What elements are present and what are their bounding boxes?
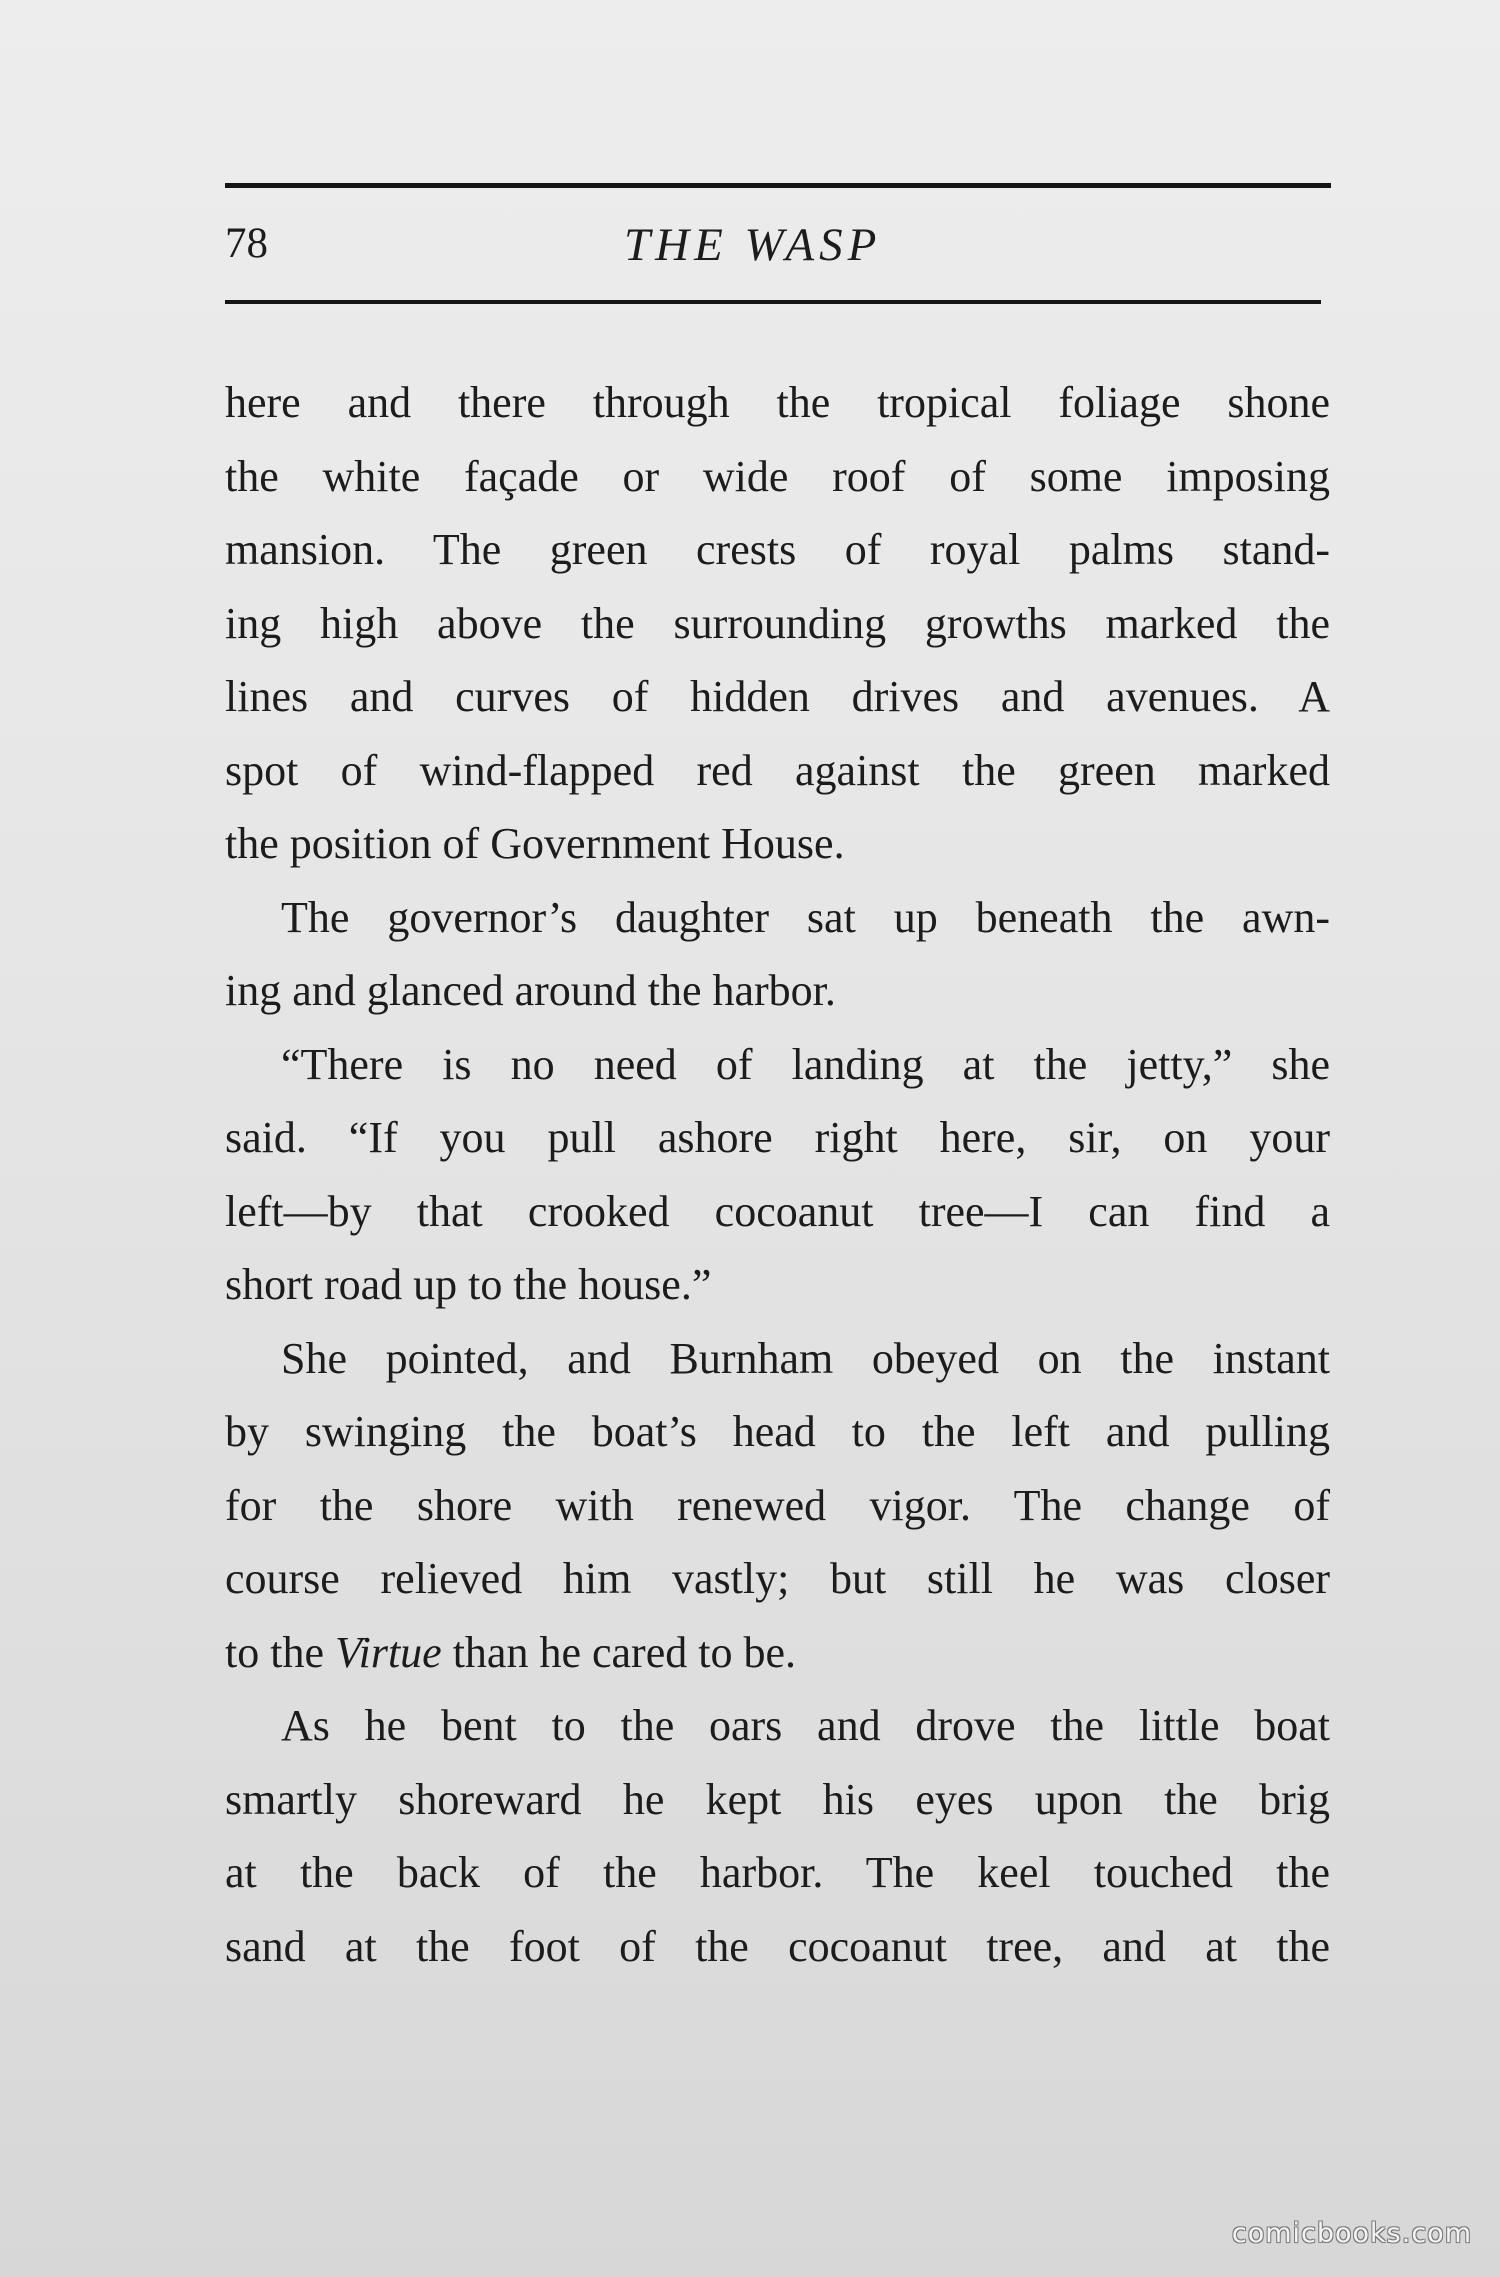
text-line: spot of wind-flapped red against the green marked	[225, 745, 1330, 795]
header-rule-bottom	[225, 300, 1321, 304]
text-line: sand at the foot of the cocoanut tree, and at the	[225, 1921, 1330, 1971]
paragraph	[225, 881, 1330, 1028]
page-number: 78	[225, 220, 268, 267]
text-line: mansion. The green crests of royal palms stand-	[225, 525, 1330, 574]
text-line: course relieved him vastly; but still he was closer	[225, 1554, 1330, 1603]
text-line: “There is no need of landing at the jetty,” she	[281, 1039, 1330, 1089]
ship-name: Virtue	[334, 1627, 442, 1677]
text-line	[225, 1616, 1330, 1690]
paragraph	[225, 366, 1330, 881]
text-fragment: than he cared to be.	[441, 1627, 796, 1677]
watermark: comicbooks.com	[1231, 2218, 1472, 2249]
text-line: She pointed, and Burnham obeyed on the instant	[281, 1333, 1330, 1383]
header-rule-top	[225, 183, 1331, 188]
text-line: The governor’s daughter sat up beneath the awn-	[281, 892, 1330, 942]
text-line: for the shore with renewed vigor. The change of	[225, 1480, 1330, 1530]
text-line: at the back of the harbor. The keel touched the	[225, 1848, 1330, 1897]
text-line: smartly shoreward he kept his eyes upon the brig	[225, 1774, 1330, 1824]
text-line: the white façade or wide roof of some imposing	[225, 451, 1330, 501]
text-line: left—by that crooked cocoanut tree—I can find a	[225, 1186, 1330, 1236]
text-fragment: to the	[225, 1627, 335, 1677]
text-line: the position of Government House.	[225, 819, 845, 868]
text-line: As he bent to the oars and drove the little boat	[281, 1701, 1330, 1750]
text-line: here and there through the tropical foliage shone	[225, 378, 1330, 427]
text-line: by swinging the boat’s head to the left and pulling	[225, 1407, 1330, 1456]
paragraph	[225, 1028, 1330, 1322]
text-line: ing and glanced around the harbor.	[225, 966, 836, 1015]
running-head: THE WASP	[624, 219, 882, 271]
text-line: ing high above the surrounding growths marked the	[225, 598, 1330, 648]
text-line: said. “If you pull ashore right here, sir, on your	[225, 1113, 1330, 1162]
paragraph	[225, 1322, 1330, 1690]
text-line: short road up to the house.”	[225, 1260, 712, 1309]
paragraph	[225, 1689, 1330, 1983]
body-text	[225, 366, 1330, 1983]
text-line: lines and curves of hidden drives and avenues. A	[225, 672, 1330, 721]
